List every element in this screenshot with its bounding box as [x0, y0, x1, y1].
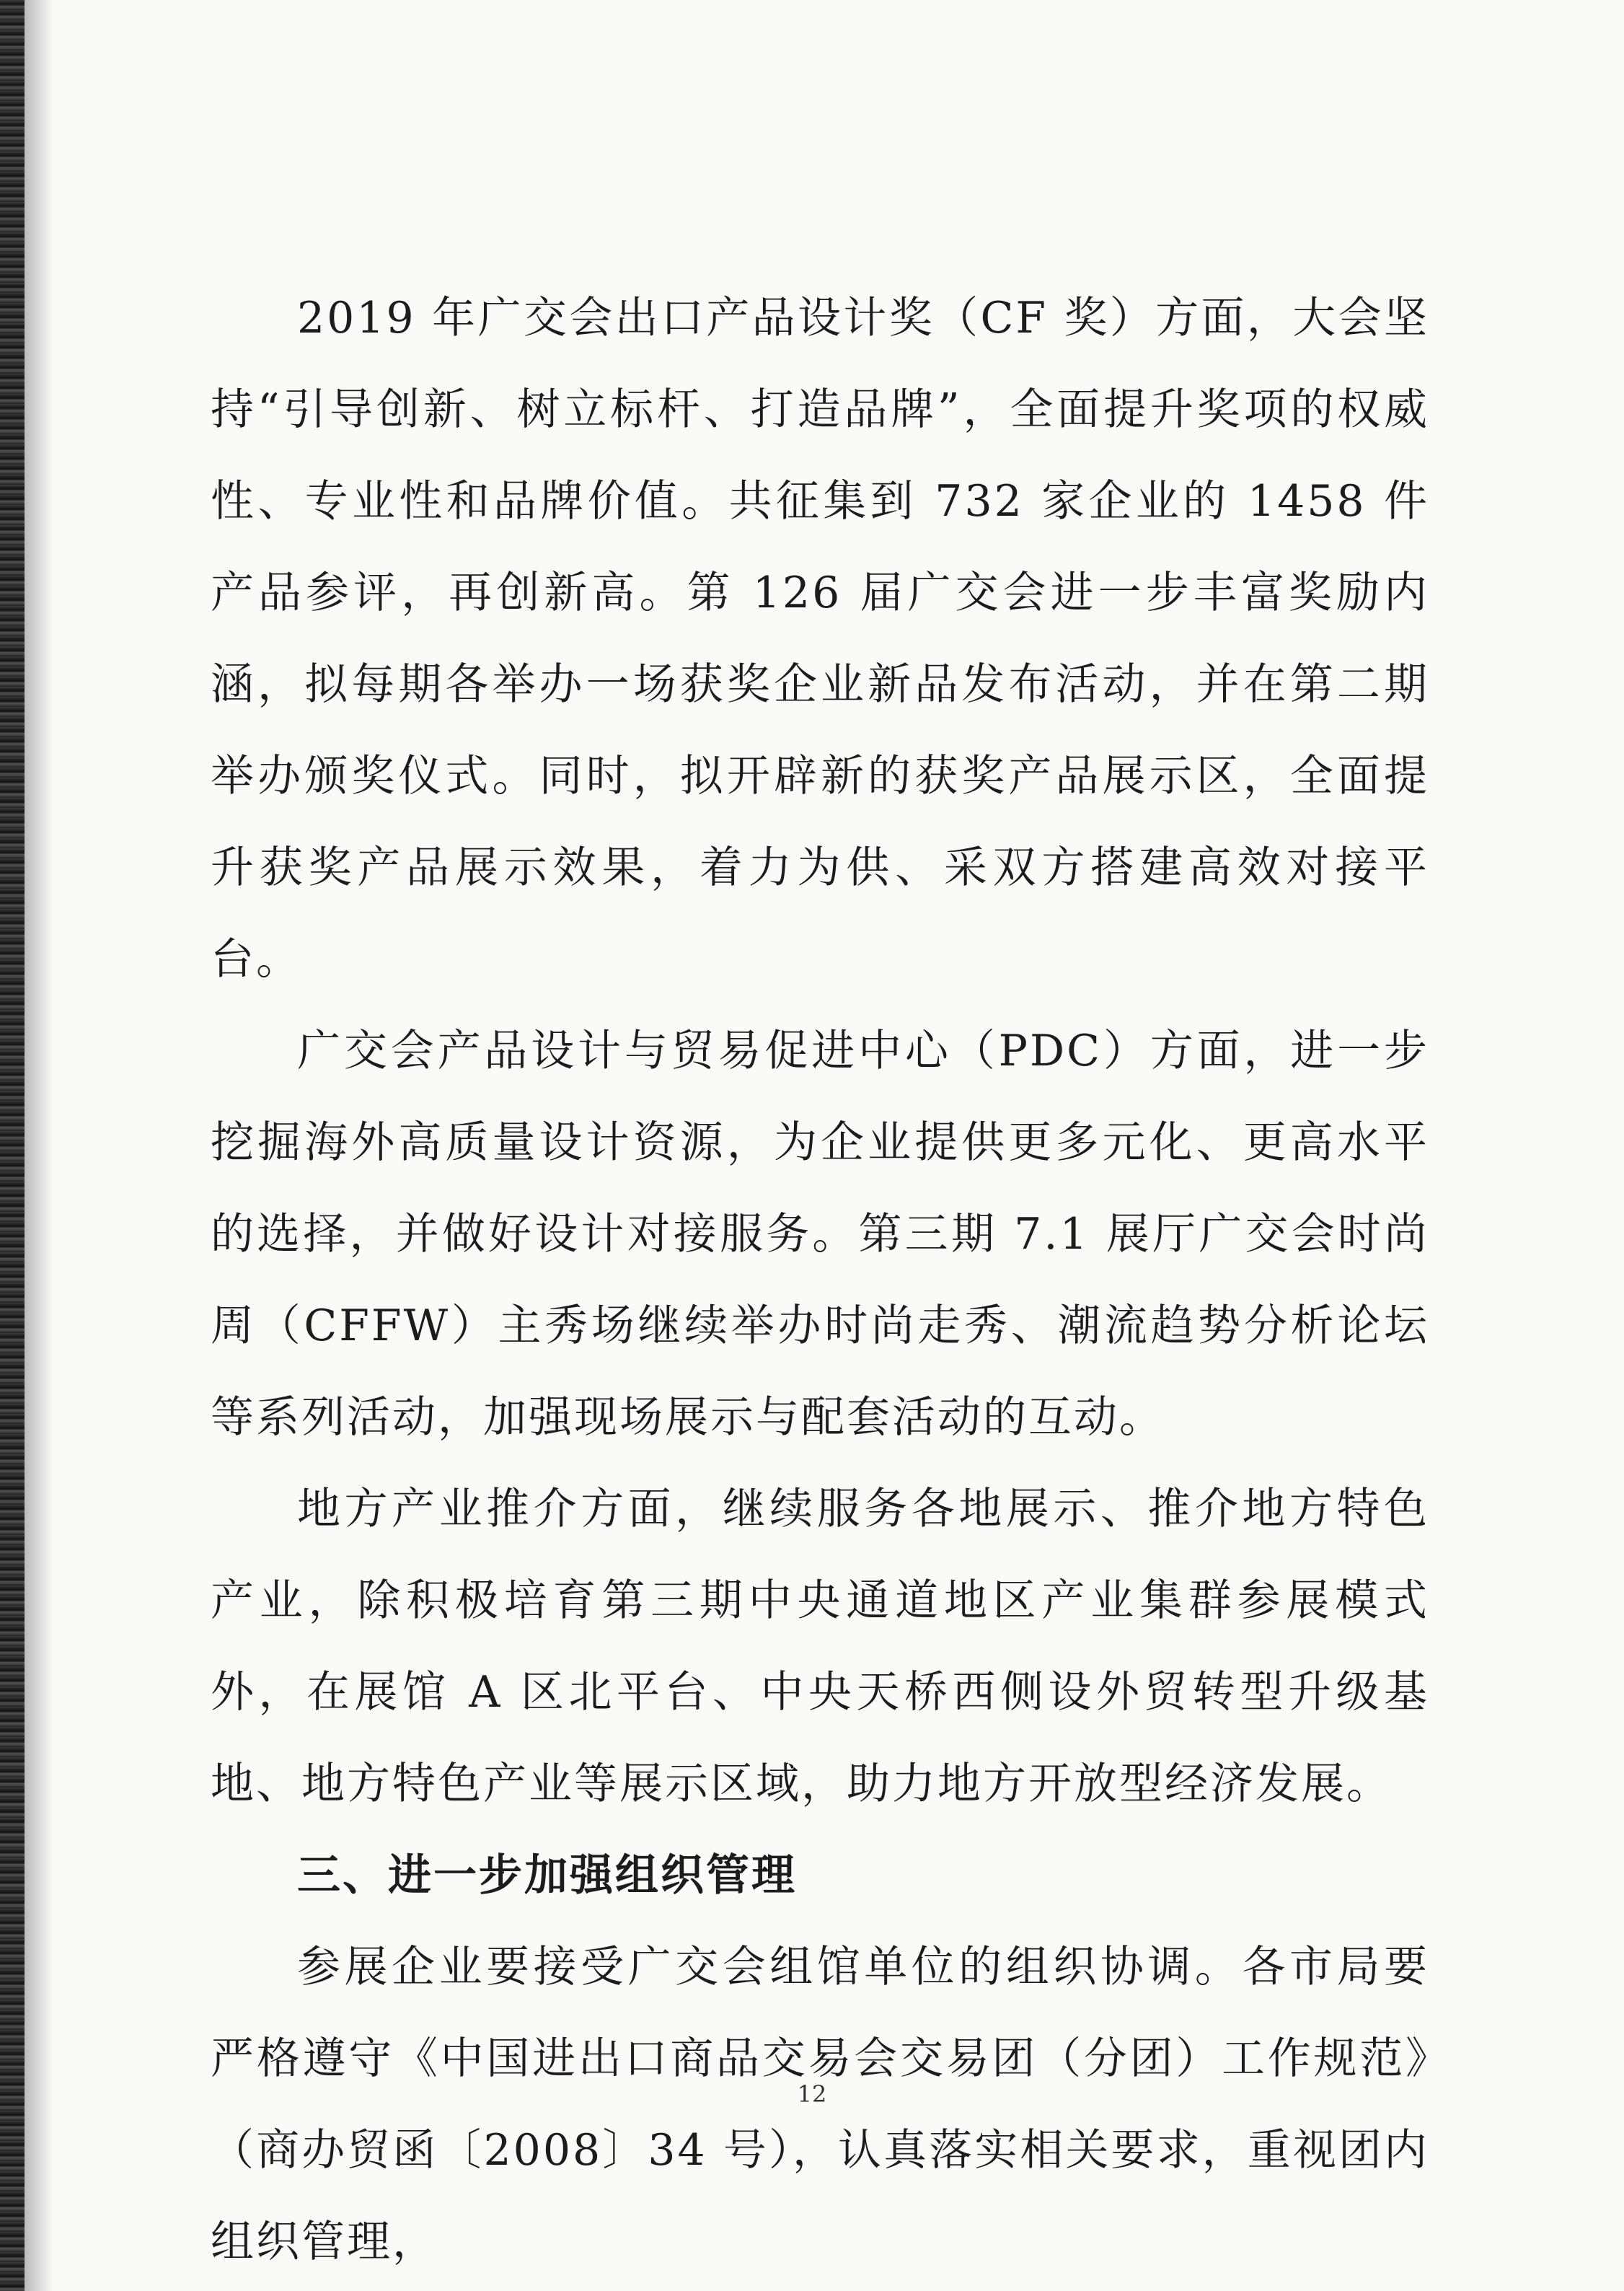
paragraph-local-industry: 地方产业推介方面，继续服务各地展示、推介地方特色产业，除积极培育第三期中央通道地区产业集群参展模式外，在展馆 A 区北平台、中央天桥西侧设外贸转型升级基地、地方特色产业等展示区域，助力地方开放型经济发展。 — [211, 1484, 1429, 1809]
section-heading: 三、进一步加强组织管理 — [297, 1850, 797, 1901]
paragraph-pdc: 广交会产品设计与贸易促进中心（PDC）方面，进一步挖掘海外高质量设计资源，为企业提供更多元化、更高水平的选择，并做好设计对接服务。第三期 7.1 展厅广交会时尚周（CFFW）主秀场继续举办时尚走秀、潮流趋势分析论坛等系列活动，加强现场展示与配套活动的互动。 — [211, 1026, 1429, 1443]
scanned-page-edge — [0, 0, 25, 2291]
document-body — [211, 273, 1429, 2288]
paragraph-cf-award: 2019 年广交会出口产品设计奖（CF 奖）方面，大会坚持“引导创新、树立标杆、打造品牌”，全面提升奖项的权威性、专业性和品牌价值。共征集到 732 家企业的 1458 件产品参评，再创新高。第 126 届广交会进一步丰富奖励内涵，拟每期各举办一场获奖企业新品发布活动，并在第二期举办颁奖仪式。同时，拟开辟新的获奖产品展示区，全面提升获奖产品展示效果，着力为供、采双方搭建高效对接平台。 — [211, 293, 1429, 985]
page-number: 12 — [797, 2080, 827, 2108]
scan-shadow — [25, 0, 53, 2291]
paragraph-organization: 参展企业要接受广交会组馆单位的组织协调。各市局要严格遵守《中国进出口商品交易会交易团（分团）工作规范》（商办贸函〔2008〕34 号），认真落实相关要求，重视团内组织管理， — [211, 1942, 1429, 2267]
